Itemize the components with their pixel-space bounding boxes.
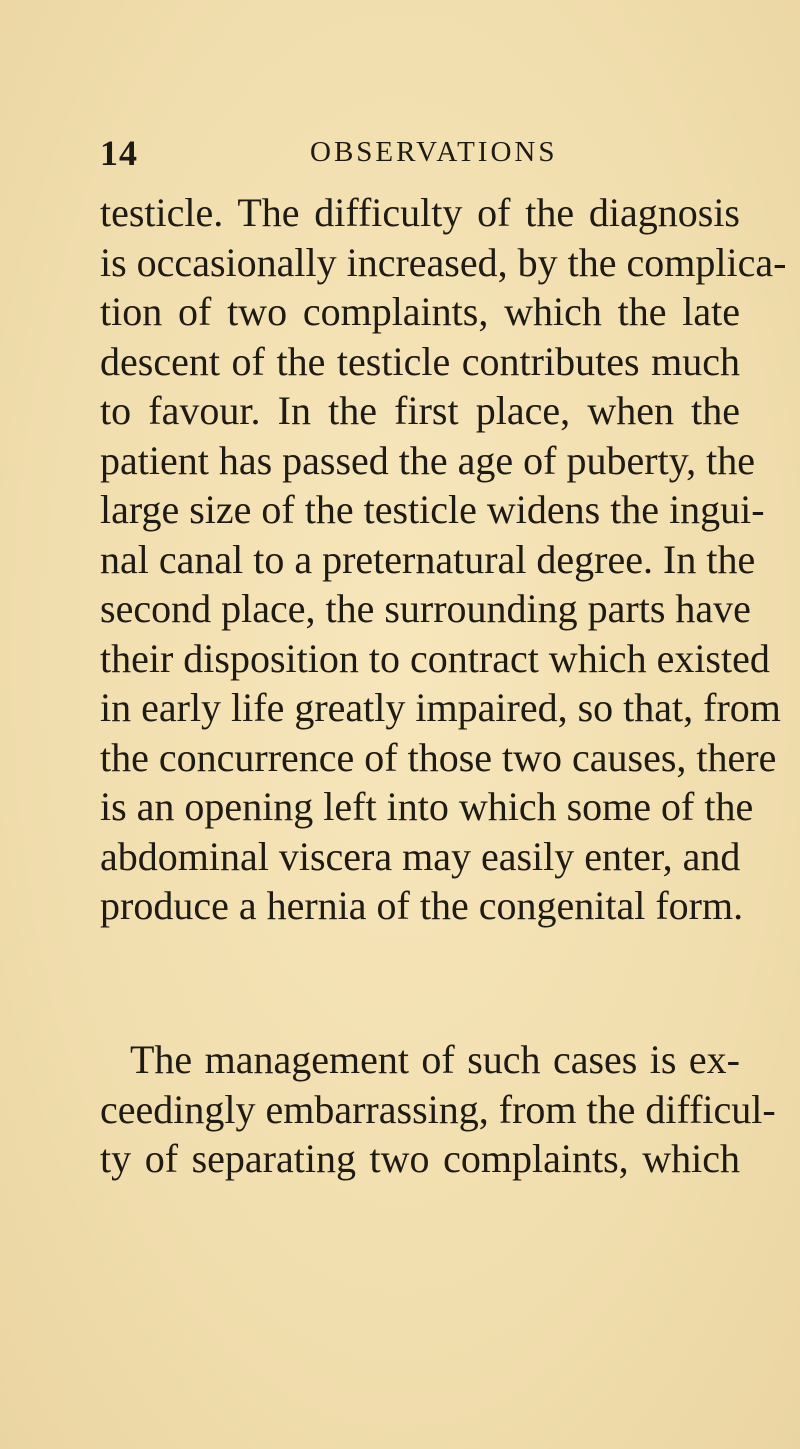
text-line: nal canal to a preternatural degree. In the — [100, 536, 756, 582]
text-line: to favour. In the first place, when the — [100, 388, 740, 433]
text-line: ty of separating two complaints, which — [100, 1136, 740, 1181]
paragraph-2 — [100, 1035, 776, 1184]
text-line: patient has passed the age of puberty, the — [100, 437, 755, 483]
text-line: testicle. The difficulty of the diagnosis — [100, 190, 740, 235]
page-number: 14 — [100, 133, 138, 173]
text-line: is occasionally increased, by the complica- — [100, 239, 787, 285]
text-line: large size of the testicle widens the ingui- — [100, 487, 765, 532]
text-line: The management of such cases is ex- — [130, 1037, 740, 1082]
running-head: OBSERVATIONS — [310, 136, 558, 168]
text-line: in early life greatly impaired, so that, from — [100, 685, 781, 730]
text-line: their disposition to contract which existed — [100, 635, 770, 681]
text-line: descent of the testicle contributes much — [100, 338, 740, 384]
page-header — [100, 132, 740, 182]
text-line: second place, the surrounding parts have — [100, 586, 751, 631]
text-line: produce a hernia of the congenital form. — [100, 883, 744, 928]
text-line: tion of two complaints, which the late — [100, 289, 740, 334]
paragraph-1 — [100, 188, 787, 931]
text-line: abdominal viscera may easily enter, and — [100, 833, 741, 879]
text-line: the concurrence of those two causes, there — [100, 734, 777, 780]
text-line: ceedingly embarrassing, from the difficul- — [100, 1086, 776, 1132]
text-line: is an opening left into which some of the — [100, 784, 754, 829]
